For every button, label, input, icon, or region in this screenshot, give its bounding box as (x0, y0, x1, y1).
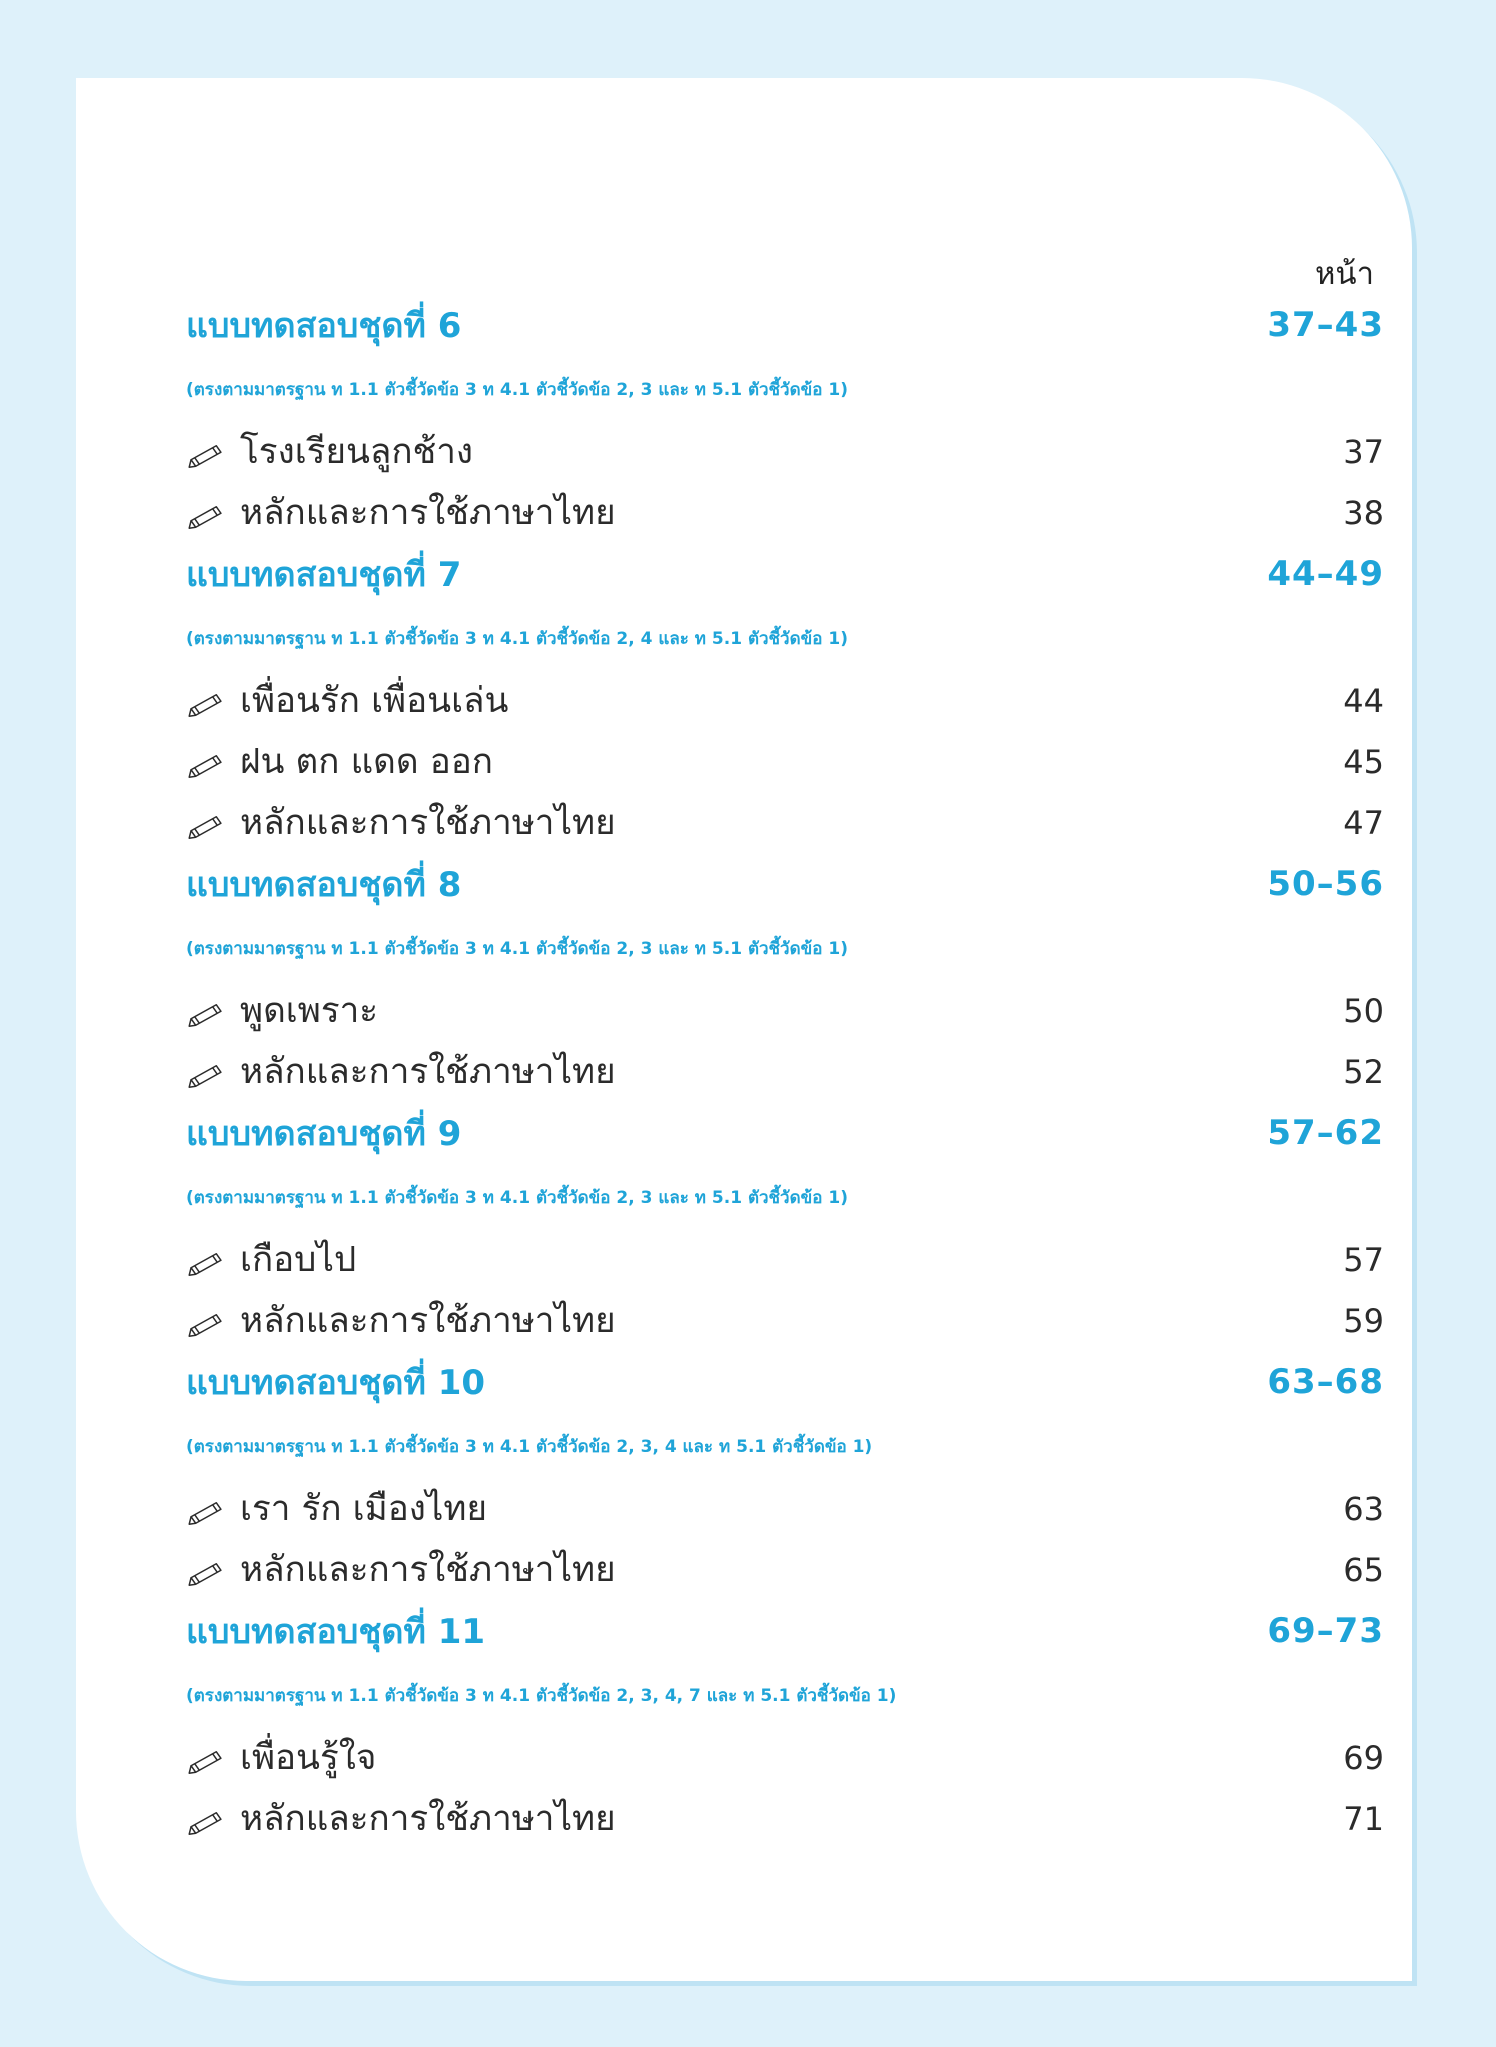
section-title-row[interactable] (186, 1351, 1384, 1412)
pencil-icon (186, 691, 226, 719)
section-page-range: 69–73 (1267, 1610, 1384, 1651)
list-item[interactable] (186, 421, 1384, 482)
item-label: ฝน ตก แดด ออก (240, 742, 493, 782)
item-label: หลักและการใช้ภาษาไทย (240, 1301, 616, 1341)
section-title: แบบทดสอบชุดที่ 8 (186, 864, 462, 905)
item-page: 52 (1343, 1052, 1384, 1091)
item-page: 69 (1343, 1738, 1384, 1777)
item-label: หลักและการใช้ภาษาไทย (240, 493, 616, 533)
list-item[interactable] (186, 1478, 1384, 1539)
pencil-icon (186, 813, 226, 841)
list-item[interactable] (186, 792, 1384, 853)
pencil-icon (186, 503, 226, 531)
item-page: 59 (1343, 1301, 1384, 1340)
item-label: หลักและการใช้ภาษาไทย (240, 1052, 616, 1092)
list-item[interactable] (186, 1727, 1384, 1788)
item-label: โรงเรียนลูกช้าง (240, 432, 474, 472)
item-label: หลักและการใช้ภาษาไทย (240, 1799, 616, 1839)
pencil-icon (186, 442, 226, 470)
item-label: หลักและการใช้ภาษาไทย (240, 803, 616, 843)
item-page: 44 (1343, 681, 1384, 720)
section-title-row[interactable] (186, 543, 1384, 604)
section-title: แบบทดสอบชุดที่ 7 (186, 554, 462, 595)
section-page-range: 63–68 (1267, 1361, 1384, 1402)
table-of-contents (186, 248, 1384, 1849)
list-item[interactable] (186, 1041, 1384, 1102)
list-item[interactable] (186, 980, 1384, 1041)
section-title-row[interactable] (186, 1600, 1384, 1661)
list-item[interactable] (186, 482, 1384, 543)
section-standard: (ตรงตามมาตรฐาน ท 1.1 ตัวชี้วัดข้อ 3 ท 4.1 ตัวชี้วัดข้อ 2, 3 และ ท 5.1 ตัวชี้วัดข้อ 1) (186, 1188, 848, 1208)
section-title: แบบทดสอบชุดที่ 10 (186, 1362, 486, 1403)
item-page: 45 (1343, 742, 1384, 781)
section-standard: (ตรงตามมาตรฐาน ท 1.1 ตัวชี้วัดข้อ 3 ท 4.1 ตัวชี้วัดข้อ 2, 3, 4, 7 และ ท 5.1 ตัวชี้วัดข้อ 1) (186, 1686, 897, 1706)
item-page: 71 (1343, 1799, 1384, 1838)
item-page: 37 (1343, 432, 1384, 471)
section-title: แบบทดสอบชุดที่ 6 (186, 305, 462, 346)
pencil-icon (186, 1560, 226, 1588)
item-page: 65 (1343, 1550, 1384, 1589)
section-title-row[interactable] (186, 853, 1384, 914)
section-title-row[interactable] (186, 294, 1384, 355)
list-item[interactable] (186, 1290, 1384, 1351)
list-item[interactable] (186, 1539, 1384, 1600)
contents-card (76, 78, 1412, 1981)
list-item[interactable] (186, 670, 1384, 731)
list-item[interactable] (186, 1788, 1384, 1849)
section-page-range: 57–62 (1267, 1112, 1384, 1153)
pencil-icon (186, 1001, 226, 1029)
item-page: 50 (1343, 991, 1384, 1030)
item-label: เกือบไป (240, 1240, 357, 1280)
pencil-icon (186, 1499, 226, 1527)
section-title-row[interactable] (186, 1102, 1384, 1163)
section-standard: (ตรงตามมาตรฐาน ท 1.1 ตัวชี้วัดข้อ 3 ท 4.1 ตัวชี้วัดข้อ 2, 3 และ ท 5.1 ตัวชี้วัดข้อ 1) (186, 380, 848, 400)
section-standard: (ตรงตามมาตรฐาน ท 1.1 ตัวชี้วัดข้อ 3 ท 4.1 ตัวชี้วัดข้อ 2, 3 และ ท 5.1 ตัวชี้วัดข้อ 1) (186, 939, 848, 959)
pencil-icon (186, 1062, 226, 1090)
section-page-range: 37–43 (1267, 304, 1384, 345)
list-item[interactable] (186, 731, 1384, 792)
section-page-range: 50–56 (1267, 863, 1384, 904)
item-page: 38 (1343, 493, 1384, 532)
section-standard: (ตรงตามมาตรฐาน ท 1.1 ตัวชี้วัดข้อ 3 ท 4.1 ตัวชี้วัดข้อ 2, 3, 4 และ ท 5.1 ตัวชี้วัดข้อ 1) (186, 1437, 873, 1457)
item-label: เรา รัก เมืองไทย (240, 1489, 487, 1529)
pencil-icon (186, 1748, 226, 1776)
pencil-icon (186, 752, 226, 780)
item-label: พูดเพราะ (240, 991, 379, 1031)
pencil-icon (186, 1311, 226, 1339)
item-label: หลักและการใช้ภาษาไทย (240, 1550, 616, 1590)
section-title: แบบทดสอบชุดที่ 9 (186, 1113, 462, 1154)
list-item[interactable] (186, 1229, 1384, 1290)
pencil-icon (186, 1250, 226, 1278)
item-label: เพื่อนรู้ใจ (240, 1738, 377, 1778)
section-title: แบบทดสอบชุดที่ 11 (186, 1611, 486, 1652)
page-column-label: หน้า (1314, 256, 1374, 292)
section-standard: (ตรงตามมาตรฐาน ท 1.1 ตัวชี้วัดข้อ 3 ท 4.1 ตัวชี้วัดข้อ 2, 4 และ ท 5.1 ตัวชี้วัดข้อ 1) (186, 629, 848, 649)
item-page: 57 (1343, 1240, 1384, 1279)
item-label: เพื่อนรัก เพื่อนเล่น (240, 681, 509, 721)
pencil-icon (186, 1809, 226, 1837)
section-page-range: 44–49 (1267, 553, 1384, 594)
item-page: 63 (1343, 1489, 1384, 1528)
item-page: 47 (1343, 803, 1384, 842)
